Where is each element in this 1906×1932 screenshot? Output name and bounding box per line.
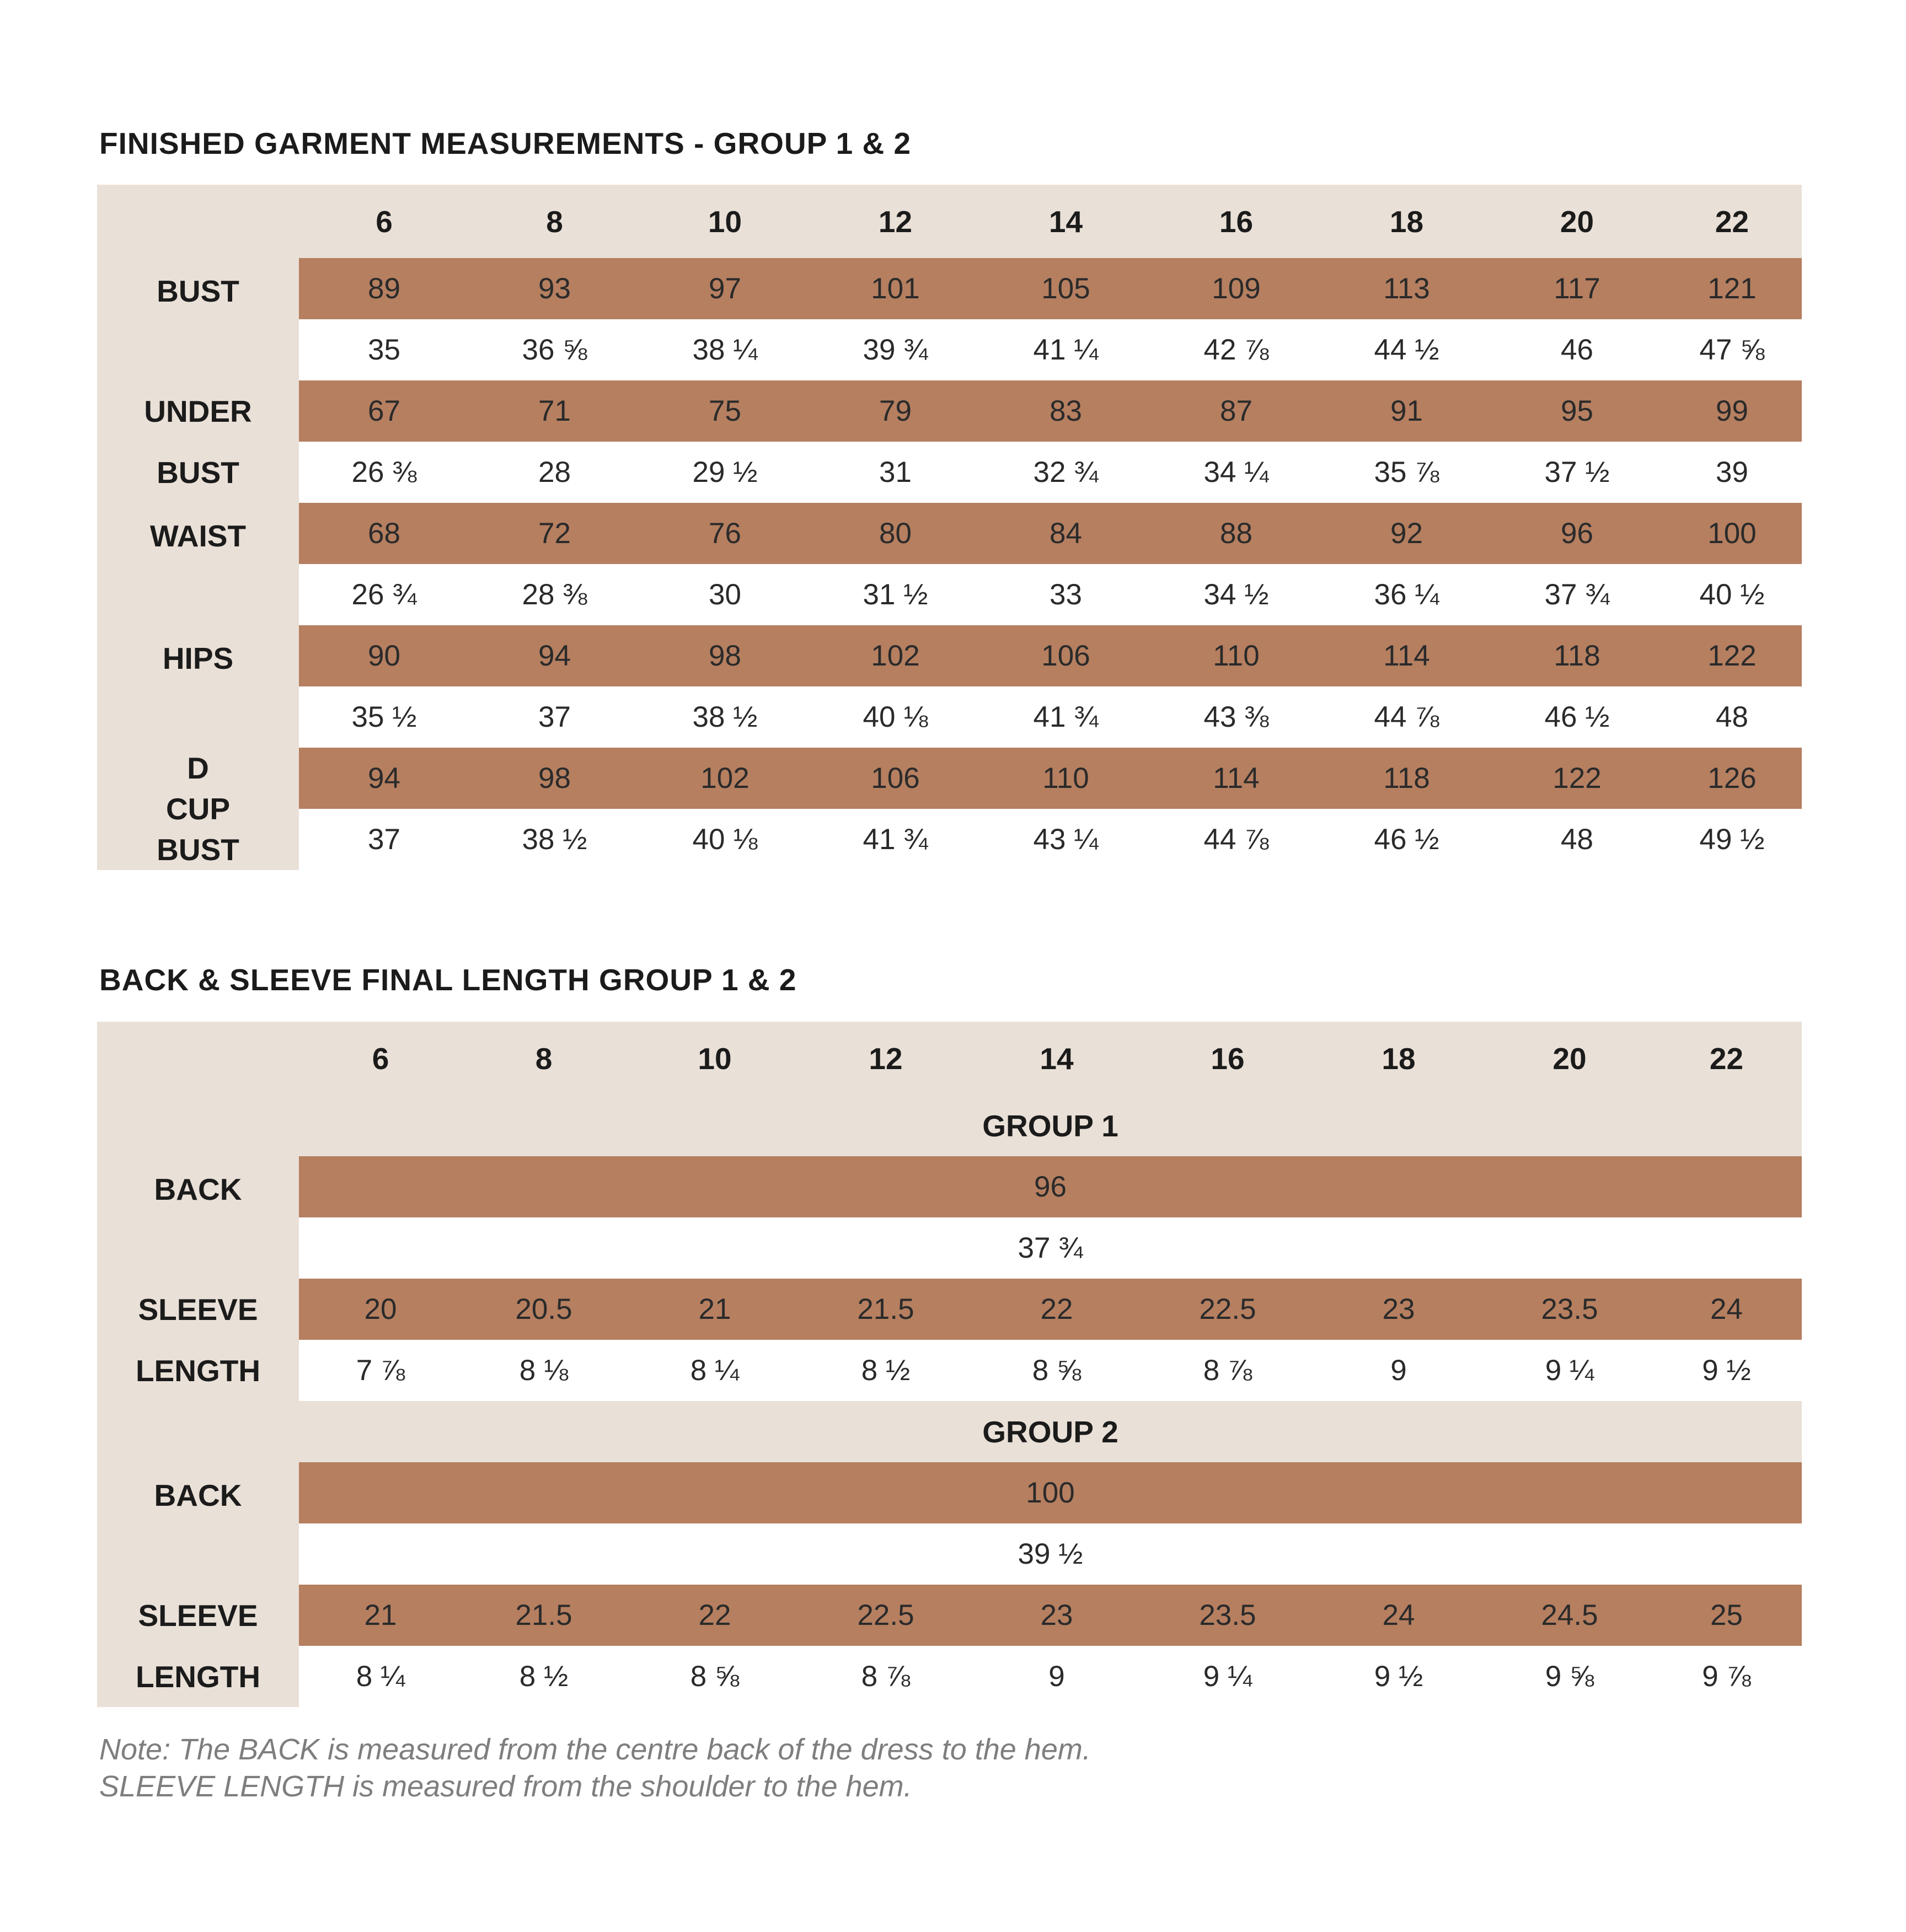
size-header: 14 (1040, 1041, 1074, 1076)
sleeve-cm-value: 25 (1651, 1585, 1802, 1646)
length-label: LENGTH (97, 1646, 299, 1707)
size-header: 22 (1709, 1041, 1744, 1076)
cm-row (97, 503, 1802, 564)
sleeve-cm-value: 21.5 (804, 1279, 967, 1340)
sleeve-cm-value: 21 (625, 1279, 804, 1340)
cm-value: 98 (640, 625, 810, 686)
cm-value: 110 (1151, 625, 1321, 686)
inch-value: 26 ⅜ (299, 442, 469, 503)
row-label-word: BUST (157, 455, 239, 490)
inch-value: 40 ½ (1662, 564, 1802, 625)
inch-value: 38 ¼ (640, 319, 810, 380)
length-label: LENGTH (97, 1340, 299, 1401)
size-header: 16 (1219, 204, 1254, 239)
size-header: 16 (1211, 1041, 1245, 1076)
size-header: 18 (1382, 1041, 1416, 1076)
inch-row (97, 319, 1802, 380)
inch-value: 35 ½ (299, 686, 469, 748)
sleeve-inch-value: 9 ¼ (1488, 1340, 1651, 1401)
cm-value: 71 (469, 380, 640, 442)
back-inch-row (97, 1217, 1802, 1279)
cm-value: 83 (981, 380, 1151, 442)
back-inch-row (97, 1523, 1802, 1585)
inch-value: 35 ⅞ (1321, 442, 1492, 503)
sleeve-cm-value: 23.5 (1488, 1279, 1651, 1340)
inch-value: 37 ¾ (1492, 564, 1662, 625)
cm-value: 126 (1662, 748, 1802, 809)
cm-value: 88 (1151, 503, 1321, 564)
sleeve-cm-value: 21.5 (462, 1585, 625, 1646)
group-header-row (97, 1401, 1802, 1462)
cm-value: 122 (1662, 625, 1802, 686)
inch-value: 41 ¼ (981, 319, 1151, 380)
cm-value: 98 (469, 748, 640, 809)
cm-value: 80 (810, 503, 981, 564)
back-cm-row (97, 1156, 1802, 1217)
inch-value: 46 ½ (1321, 809, 1492, 870)
inch-value: 47 ⅝ (1662, 319, 1802, 380)
cm-value: 117 (1492, 258, 1662, 319)
cm-value: 118 (1492, 625, 1662, 686)
sleeve-inch-value: 8 ¼ (625, 1340, 804, 1401)
inch-value: 33 (981, 564, 1151, 625)
cm-row (97, 380, 1802, 442)
cm-value: 110 (981, 748, 1151, 809)
size-header: 8 (546, 204, 563, 239)
inch-value: 29 ½ (640, 442, 810, 503)
table1-title: FINISHED GARMENT MEASUREMENTS - GROUP 1 & 2 (99, 126, 912, 160)
inch-value: 36 ¼ (1321, 564, 1492, 625)
cm-value: 100 (1662, 503, 1802, 564)
cm-value: 79 (810, 380, 981, 442)
inch-value: 44 ⅞ (1151, 809, 1321, 870)
cm-value: 105 (981, 258, 1151, 319)
corner-cell (97, 1022, 299, 1095)
inch-value: 46 (1492, 319, 1662, 380)
note-line: SLEEVE LENGTH is measured from the shoulder to the hem. (99, 1770, 912, 1803)
inch-value: 43 ¼ (981, 809, 1151, 870)
sleeve-inch-value: 9 ¼ (1146, 1646, 1309, 1707)
cm-value: 75 (640, 380, 810, 442)
inch-row (97, 442, 1802, 503)
inch-value: 34 ½ (1151, 564, 1321, 625)
sleeve-cm-value: 22 (967, 1279, 1146, 1340)
inch-value: 49 ½ (1662, 809, 1802, 870)
size-header: 10 (698, 1041, 732, 1076)
group-label-spacer (97, 1401, 299, 1462)
sleeve-inch-value: 8 ⅞ (804, 1646, 967, 1707)
sleeve-cm-value: 22 (625, 1585, 804, 1646)
inch-value: 46 ½ (1492, 686, 1662, 748)
cm-value: 102 (810, 625, 981, 686)
inch-value: 48 (1662, 686, 1802, 748)
inch-value: 34 ¼ (1151, 442, 1321, 503)
inch-row (97, 809, 1802, 870)
cm-value: 114 (1321, 625, 1492, 686)
row-label-text (97, 748, 299, 870)
note-line: Note: The BACK is measured from the centre back of the dress to the hem. (99, 1733, 1091, 1766)
inch-value: 28 (469, 442, 640, 503)
group-header-row (97, 1095, 1802, 1156)
cm-value: 67 (299, 380, 469, 442)
back-inch-value: 39 ½ (299, 1523, 1802, 1585)
sleeve-inch-value: 8 ⅛ (462, 1340, 625, 1401)
cm-value: 76 (640, 503, 810, 564)
row-label-word: BUST (157, 833, 239, 867)
cm-row (97, 748, 1802, 809)
size-header: 12 (878, 204, 913, 239)
cm-value: 68 (299, 503, 469, 564)
sleeve-inch-value: 8 ⅝ (625, 1646, 804, 1707)
sleeve-inch-value: 7 ⅞ (299, 1340, 462, 1401)
size-header: 12 (869, 1041, 903, 1076)
group-name: GROUP 2 (982, 1414, 1118, 1449)
cm-value: 106 (981, 625, 1151, 686)
inch-value: 31 ½ (810, 564, 981, 625)
row-label: HIPS (97, 625, 299, 748)
size-header: 20 (1560, 204, 1594, 239)
row-label (97, 380, 299, 503)
inch-value: 41 ¾ (981, 686, 1151, 748)
sleeve-cm-value: 23.5 (1146, 1585, 1309, 1646)
size-header: 14 (1048, 204, 1083, 239)
cm-value: 102 (640, 748, 810, 809)
size-header: 6 (372, 1041, 389, 1076)
group-label-spacer (97, 1095, 299, 1156)
inch-value: 38 ½ (640, 686, 810, 748)
cm-value: 121 (1662, 258, 1802, 319)
sleeve-inch-row (97, 1646, 1802, 1707)
sleeve-cm-value: 20 (299, 1279, 462, 1340)
sleeve-cm-value: 23 (967, 1585, 1146, 1646)
cm-value: 96 (1492, 503, 1662, 564)
inch-value: 43 ⅜ (1151, 686, 1321, 748)
inch-row (97, 564, 1802, 625)
sleeve-inch-value: 9 ⅞ (1651, 1646, 1802, 1707)
back-label: BACK (97, 1462, 299, 1585)
back-cm-value: 96 (299, 1156, 1802, 1217)
cm-value: 92 (1321, 503, 1492, 564)
inch-row (97, 686, 1802, 748)
sleeve-cm-value: 24 (1651, 1279, 1802, 1340)
inch-value: 35 (299, 319, 469, 380)
cm-value: 94 (469, 625, 640, 686)
sleeve-cm-value: 22.5 (804, 1585, 967, 1646)
sleeve-inch-value: 9 ½ (1309, 1646, 1488, 1707)
sleeve-inch-value: 8 ½ (462, 1646, 625, 1707)
cm-row (97, 625, 1802, 686)
sleeve-inch-value: 9 (967, 1646, 1146, 1707)
inch-value: 26 ¾ (299, 564, 469, 625)
sleeve-cm-value: 23 (1309, 1279, 1488, 1340)
inch-value: 31 (810, 442, 981, 503)
cm-value: 87 (1151, 380, 1321, 442)
cm-row (97, 258, 1802, 319)
row-label (97, 748, 299, 870)
cm-value: 93 (469, 258, 640, 319)
inch-value: 48 (1492, 809, 1662, 870)
cm-value: 106 (810, 748, 981, 809)
sleeve-inch-row (97, 1340, 1802, 1401)
cm-value: 122 (1492, 748, 1662, 809)
cm-value: 72 (469, 503, 640, 564)
sleeve-cm-row (97, 1279, 1802, 1340)
cm-value: 114 (1151, 748, 1321, 809)
sleeve-label: SLEEVE (97, 1585, 299, 1646)
cm-value: 118 (1321, 748, 1492, 809)
sleeve-inch-value: 8 ⅝ (967, 1340, 1146, 1401)
inch-value: 32 ¾ (981, 442, 1151, 503)
back-sleeve-table (97, 1022, 1802, 1707)
inch-value: 41 ¾ (810, 809, 981, 870)
cm-value: 91 (1321, 380, 1492, 442)
inch-value: 42 ⅞ (1151, 319, 1321, 380)
size-header: 10 (708, 204, 742, 239)
cm-value: 101 (810, 258, 981, 319)
inch-value: 28 ⅜ (469, 564, 640, 625)
cm-value: 97 (640, 258, 810, 319)
back-inch-value: 37 ¾ (299, 1217, 1802, 1279)
size-header: 8 (535, 1041, 553, 1076)
sleeve-label: SLEEVE (97, 1279, 299, 1340)
table2-title: BACK & SLEEVE FINAL LENGTH GROUP 1 & 2 (99, 963, 797, 997)
sleeve-cm-value: 22.5 (1146, 1279, 1309, 1340)
size-header-row (97, 1022, 1802, 1095)
inch-value: 39 (1662, 442, 1802, 503)
sleeve-cm-value: 20.5 (462, 1279, 625, 1340)
inch-value: 44 ⅞ (1321, 686, 1492, 748)
cm-value: 89 (299, 258, 469, 319)
sleeve-inch-value: 8 ¼ (299, 1646, 462, 1707)
cm-value: 113 (1321, 258, 1492, 319)
back-cm-row (97, 1462, 1802, 1523)
sleeve-inch-value: 8 ½ (804, 1340, 967, 1401)
cm-value: 90 (299, 625, 469, 686)
inch-value: 37 (469, 686, 640, 748)
inch-value: 37 (299, 809, 469, 870)
size-header: 22 (1715, 204, 1749, 239)
sleeve-inch-value: 9 (1309, 1340, 1488, 1401)
corner-cell (97, 185, 299, 258)
row-label-text (97, 380, 299, 503)
inch-value: 44 ½ (1321, 319, 1492, 380)
size-header: 20 (1552, 1041, 1587, 1076)
group-name: GROUP 1 (982, 1108, 1118, 1143)
row-label-word: D (187, 751, 209, 785)
sleeve-cm-value: 21 (299, 1585, 462, 1646)
cm-value: 99 (1662, 380, 1802, 442)
cm-value: 94 (299, 748, 469, 809)
inch-value: 40 ⅛ (810, 686, 981, 748)
size-header-row (97, 185, 1802, 258)
inch-value: 40 ⅛ (640, 809, 810, 870)
inch-value: 30 (640, 564, 810, 625)
inch-value: 37 ½ (1492, 442, 1662, 503)
cm-value: 84 (981, 503, 1151, 564)
sleeve-inch-value: 8 ⅞ (1146, 1340, 1309, 1401)
sleeve-inch-value: 9 ½ (1651, 1340, 1802, 1401)
row-label: BUST (97, 258, 299, 380)
back-cm-value: 100 (299, 1462, 1802, 1523)
row-label-word: UNDER (144, 394, 252, 428)
size-header: 6 (376, 204, 393, 239)
sleeve-cm-value: 24 (1309, 1585, 1488, 1646)
inch-value: 39 ¾ (810, 319, 981, 380)
sleeve-cm-value: 24.5 (1488, 1585, 1651, 1646)
back-label: BACK (97, 1156, 299, 1279)
sleeve-inch-value: 9 ⅝ (1488, 1646, 1651, 1707)
finished-garment-table (97, 185, 1802, 870)
measurement-note (99, 1731, 1091, 1805)
cm-value: 109 (1151, 258, 1321, 319)
cm-value: 95 (1492, 380, 1662, 442)
sleeve-cm-row (97, 1585, 1802, 1646)
inch-value: 38 ½ (469, 809, 640, 870)
row-label: WAIST (97, 503, 299, 625)
inch-value: 36 ⅝ (469, 319, 640, 380)
size-header: 18 (1389, 204, 1424, 239)
row-label-word: CUP (165, 792, 231, 826)
